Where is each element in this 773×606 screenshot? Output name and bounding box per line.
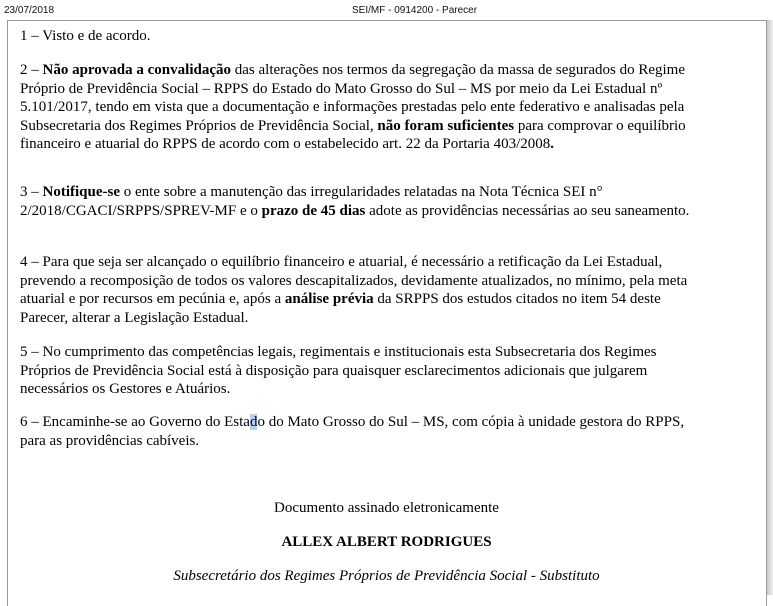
text-selection[interactable]: d (249, 414, 258, 430)
paragraph-2-bold-1: Não aprovada a convalidação (42, 62, 231, 78)
paragraph-4-text-2: da SRPPS dos estudos citados no item 54 deste Parecer, alterar a Legislação Estadual. (20, 291, 661, 326)
paragraph-3 (20, 183, 700, 220)
paragraph-4-text-1: 4 – Para que seja ser alcançado o equilíbrio financeiro e atuarial, é necessário a retificação da Lei Estadual, prevendo a recomposição de todos os valores descapitalizados, devidamente atualizados, no mínimo, pela meta atuarial e por recursos em pecúnia e, após a (20, 254, 688, 307)
paragraph-2-bold-2: não foram suficientes (377, 117, 515, 134)
paragraph-3-bold-1: Notifique-se (42, 184, 120, 200)
paragraph-4-bold-1: análise prévia (284, 291, 374, 307)
paragraph-3-text-1: o ente sobre a manutenção das irregularidades relatadas na Nota Técnica SEI n° 2/2018/CGACI/SRPPS/SPREV-MF e o (20, 184, 603, 219)
paragraph-2-text-1: das alterações nos termos da segregação da massa de segurados do Regime Próprio de Previdência Social – RPPS do Estado do Mato Grosso do Sul – MS por meio da Lei Estadual nº 5.101/2017, tendo em vista que a documentação e informações prestadas pelo ente federativo e analisadas pela Subsecretaria dos Regimes Próprios de Previdência Social, (20, 62, 686, 134)
paragraph-3-bold-2: prazo de 45 dias (261, 202, 366, 219)
signer-name: ALLEX ALBERT RODRIGUES (281, 534, 492, 550)
signature-note: Documento assinado eletronicamente (274, 500, 499, 516)
signer-role: Subsecretário dos Regimes Próprios de Previdência Social - Substituto (173, 568, 600, 584)
print-header (0, 5, 773, 21)
paragraph-1 (20, 27, 700, 46)
document-reference: SEI/MF - 0914200 - Parecer (352, 5, 478, 16)
paragraph-1-text: 1 – Visto e de acordo. (20, 28, 151, 44)
paragraph-3-number: 3 – (20, 184, 43, 200)
paragraph-2 (20, 61, 700, 154)
paragraph-2-bold-3: . (550, 136, 555, 152)
paragraph-6[interactable] (20, 413, 700, 450)
paragraph-2-number: 2 – (20, 62, 43, 78)
paragraph-3-text-2: adote as providências necessárias ao seu saneamento. (365, 202, 690, 219)
print-date: 23/07/2018 (4, 5, 55, 16)
paragraph-5-text: 5 – No cumprimento das competências legais, regimentais e institucionais esta Subsecretaria dos Regimes Próprios de Previdência Social está à disposição para quaisquer esclarecimentos adicionais que julgarem necessários os Gestores e Atuários. (20, 344, 657, 397)
paragraph-4 (20, 253, 700, 327)
paragraph-5 (20, 343, 700, 399)
paragraph-6-text-2: o do Mato Grosso do Sul – MS, com cópia à unidade gestora do RPPS, para as providências cabíveis. (20, 414, 685, 449)
paragraph-6-text-1: 6 – Encaminhe-se ao Governo do Esta (20, 414, 250, 430)
paragraph-2-text-2: para comprovar o equilíbrio financeiro e atuarial do RPPS de acordo com o estabelecido art. 22 da Portaria 403/2008 (20, 117, 686, 152)
